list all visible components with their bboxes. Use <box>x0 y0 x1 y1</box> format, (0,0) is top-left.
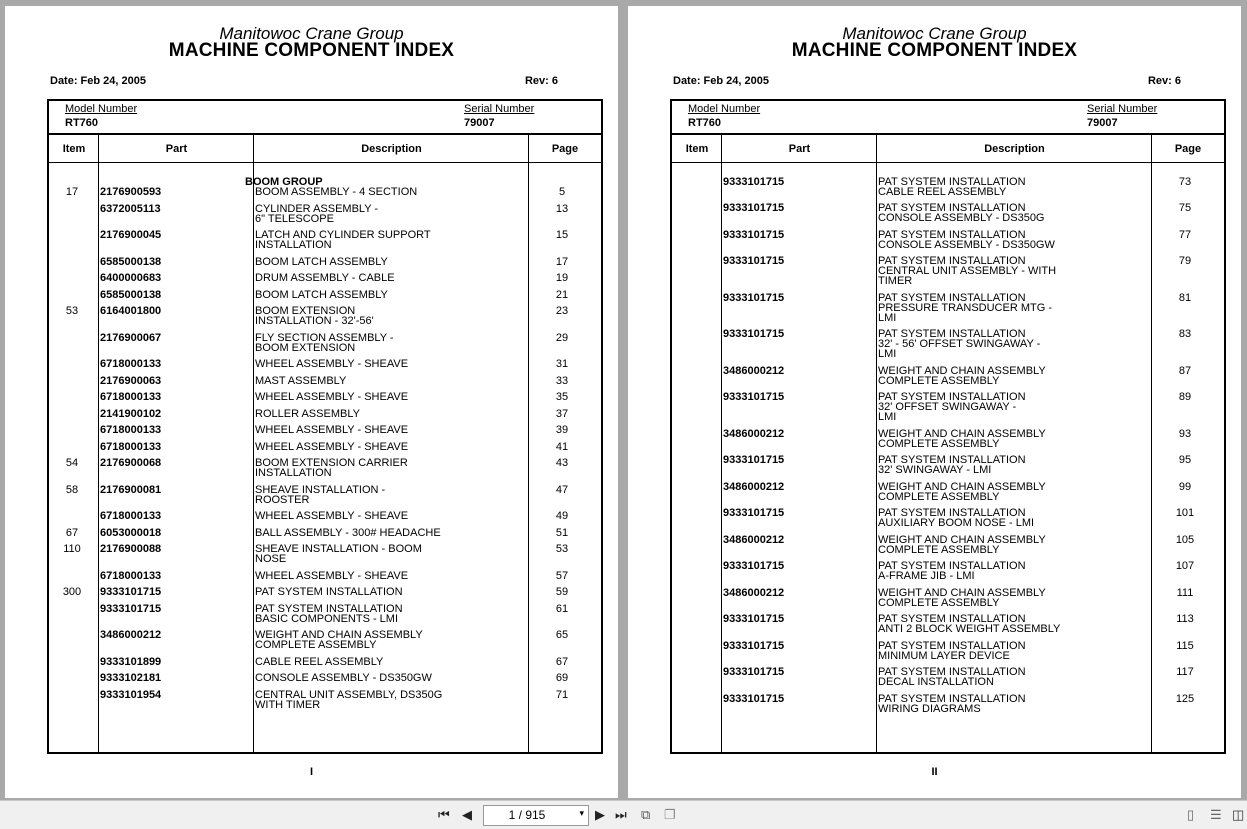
description-line: PAT SYSTEM INSTALLATION <box>878 255 1026 267</box>
page-reference: 23 <box>555 305 569 317</box>
description-line: COMPLETE ASSEMBLY <box>878 597 1000 609</box>
description-line: 32' OFFSET SWINGAWAY - <box>878 401 1017 413</box>
description-line: LMI <box>878 312 897 324</box>
page-reference: 57 <box>555 570 569 582</box>
part-description <box>878 203 1148 223</box>
prev-page-icon[interactable]: ◀ <box>462 807 472 822</box>
page-reference: 93 <box>1178 428 1192 440</box>
description-line: BOOM LATCH ASSEMBLY <box>255 256 388 268</box>
page-reference: 107 <box>1175 560 1195 572</box>
viewer-toolbar <box>0 800 1247 829</box>
description-line: 32' - 56' OFFSET SWINGAWAY - <box>878 338 1041 350</box>
description-line: BOOM EXTENSION CARRIER <box>255 457 408 469</box>
part-description <box>255 409 525 419</box>
part-description <box>878 455 1148 475</box>
description-line: PAT SYSTEM INSTALLATION <box>878 507 1026 519</box>
header-divider <box>49 162 601 163</box>
page-reference: 125 <box>1175 693 1195 705</box>
description-line: WEIGHT AND CHAIN ASSEMBLY <box>878 428 1046 440</box>
part-description <box>255 306 525 326</box>
page-reference: 35 <box>555 391 569 403</box>
part-number: 6585000138 <box>100 256 162 268</box>
first-page-icon[interactable]: ⏮ <box>438 807 450 822</box>
part-description <box>878 256 1148 286</box>
description-line: WEIGHT AND CHAIN ASSEMBLY <box>878 587 1046 599</box>
description-line: BOOM LATCH ASSEMBLY <box>255 289 388 301</box>
description-line: FLY SECTION ASSEMBLY - <box>255 332 394 344</box>
single-page-view-icon[interactable]: ▯ <box>1187 807 1195 822</box>
description-line: CENTRAL UNIT ASSEMBLY, DS350G <box>255 689 443 701</box>
page-reference: 39 <box>555 424 569 436</box>
header-divider <box>672 162 1224 163</box>
page-reference: 29 <box>555 332 569 344</box>
part-number: 6718000133 <box>100 358 162 370</box>
part-number: 6718000133 <box>100 510 162 522</box>
description-line: CONSOLE ASSEMBLY - DS350G <box>878 212 1045 224</box>
description-line: INSTALLATION <box>255 239 332 251</box>
part-number: 9333101715 <box>723 613 785 625</box>
part-description <box>255 257 525 267</box>
part-number: 9333101715 <box>723 560 785 572</box>
model-serial-row <box>49 101 601 135</box>
model-number-label: Model Number <box>688 103 761 115</box>
description-line: PAT SYSTEM INSTALLATION <box>878 176 1026 188</box>
column-divider <box>98 135 99 752</box>
description-line: MINIMUM LAYER DEVICE <box>878 650 1010 662</box>
page-reference: 65 <box>555 629 569 641</box>
part-number: 6718000133 <box>100 391 162 403</box>
part-number: 9333101715 <box>723 292 785 304</box>
description-line: CABLE REEL ASSEMBLY <box>255 656 384 668</box>
page-reference: 69 <box>555 672 569 684</box>
column-divider <box>1151 135 1152 752</box>
description-line: 32' SWINGAWAY - LMI <box>878 464 992 476</box>
description-line: WIRING DIAGRAMS <box>878 703 981 715</box>
description-line: WHEEL ASSEMBLY - SHEAVE <box>255 441 409 453</box>
page-reference: 43 <box>555 457 569 469</box>
description-line: LMI <box>878 411 897 423</box>
part-number: 6718000133 <box>100 570 162 582</box>
part-description <box>255 425 525 435</box>
part-description <box>878 482 1148 502</box>
part-number: 9333101715 <box>100 586 162 598</box>
part-number: 9333102181 <box>100 672 162 684</box>
document-page-2 <box>628 6 1241 798</box>
part-number: 9333101954 <box>100 689 162 701</box>
part-number: 6718000133 <box>100 424 162 436</box>
item-number: 67 <box>65 527 79 539</box>
description-line: SHEAVE INSTALLATION - <box>255 484 386 496</box>
page-reference: 49 <box>555 510 569 522</box>
description-line: NOSE <box>255 553 287 565</box>
description-line: CYLINDER ASSEMBLY - <box>255 203 379 215</box>
description-line: BALL ASSEMBLY - 300# HEADACHE <box>255 527 441 539</box>
description-line: WHEEL ASSEMBLY - SHEAVE <box>255 510 409 522</box>
part-description <box>255 333 525 353</box>
page-footer-number: II <box>931 766 938 778</box>
description-line: PAT SYSTEM INSTALLATION <box>878 640 1026 652</box>
page-reference: 77 <box>1178 229 1192 241</box>
serial-number-label: Serial Number <box>1087 103 1158 115</box>
description-line: PAT SYSTEM INSTALLATION <box>878 202 1026 214</box>
part-number: 9333101715 <box>100 603 162 615</box>
description-line: A-FRAME JIB - LMI <box>878 570 975 582</box>
item-number: 54 <box>65 457 79 469</box>
description-line: PAT SYSTEM INSTALLATION <box>878 454 1026 466</box>
part-number: 3486000212 <box>723 534 785 546</box>
chevron-down-icon: ▾ <box>579 808 584 818</box>
description-line: INSTALLATION <box>255 467 332 479</box>
part-description <box>878 177 1148 197</box>
part-number: 2176900068 <box>100 457 162 469</box>
part-description <box>255 544 525 564</box>
item-number: 110 <box>63 543 81 555</box>
company-name: Manitowoc Crane Group <box>842 24 1027 43</box>
part-description <box>878 588 1148 608</box>
column-header-part: Part <box>165 143 188 155</box>
description-line: SHEAVE INSTALLATION - BOOM <box>255 543 422 555</box>
column-header-description: Description <box>361 143 422 155</box>
model-serial-row <box>672 101 1224 135</box>
description-line: AUXILIARY BOOM NOSE - LMI <box>878 517 1035 529</box>
page-reference: 111 <box>1176 587 1194 599</box>
page-reference: 15 <box>555 229 569 241</box>
part-number: 6585000138 <box>100 289 162 301</box>
part-number: 9333101715 <box>723 176 785 188</box>
document-page-1 <box>5 6 618 798</box>
part-number: 2176900045 <box>100 229 162 241</box>
part-description <box>878 561 1148 581</box>
part-description <box>878 230 1148 250</box>
description-line: INSTALLATION - 32'-56' <box>255 315 374 327</box>
revision-label: Rev: 6 <box>1147 75 1181 87</box>
part-number: 9333101715 <box>723 328 785 340</box>
description-line: CONSOLE ASSEMBLY - DS350GW <box>255 672 432 684</box>
part-number: 3486000212 <box>723 365 785 377</box>
page-reference: 61 <box>555 603 569 615</box>
part-description <box>255 442 525 452</box>
part-description <box>255 511 525 521</box>
description-line: LATCH AND CYLINDER SUPPORT <box>255 229 431 241</box>
part-description <box>255 528 525 538</box>
part-description <box>878 366 1148 386</box>
part-number: 9333101715 <box>723 229 785 241</box>
serial-number-value: 79007 <box>464 117 495 129</box>
column-divider <box>721 135 722 752</box>
item-number: 300 <box>62 586 82 598</box>
description-line: PAT SYSTEM INSTALLATION <box>878 229 1026 241</box>
column-header-part: Part <box>788 143 811 155</box>
page-reference: 79 <box>1178 255 1192 267</box>
description-line: COMPLETE ASSEMBLY <box>878 491 1000 503</box>
item-number: 53 <box>65 305 79 317</box>
description-line: 6" TELESCOPE <box>255 213 334 225</box>
description-line: CABLE REEL ASSEMBLY <box>878 186 1007 198</box>
part-description <box>255 604 525 624</box>
description-line: COMPLETE ASSEMBLY <box>878 438 1000 450</box>
column-divider <box>876 135 877 752</box>
page-reference: 83 <box>1178 328 1192 340</box>
column-header-page: Page <box>551 143 579 155</box>
description-line: WEIGHT AND CHAIN ASSEMBLY <box>878 365 1046 377</box>
part-number: 3486000212 <box>723 428 785 440</box>
part-number: 2176900088 <box>100 543 162 555</box>
part-number: 6718000133 <box>100 441 162 453</box>
part-description <box>255 587 525 597</box>
page-reference: 37 <box>555 408 569 420</box>
part-number: 6400000683 <box>100 272 162 284</box>
description-line: DECAL INSTALLATION <box>878 676 994 688</box>
part-number: 3486000212 <box>723 481 785 493</box>
description-line: ANTI 2 BLOCK WEIGHT ASSEMBLY <box>878 623 1061 635</box>
part-description <box>255 485 525 505</box>
revision-label: Rev: 6 <box>524 75 558 87</box>
part-number: 9333101715 <box>723 666 785 678</box>
page-reference: 59 <box>555 586 569 598</box>
part-number: 9333101715 <box>723 640 785 652</box>
last-page-icon[interactable]: ⏭ <box>615 807 627 822</box>
description-line: WHEEL ASSEMBLY - SHEAVE <box>255 358 409 370</box>
page-reference: 51 <box>555 527 569 539</box>
page-reference: 81 <box>1178 292 1192 304</box>
part-number: 2176900593 <box>100 186 162 198</box>
page-title: MACHINE COMPONENT INDEX <box>791 40 1078 61</box>
page-reference: 73 <box>1178 176 1192 188</box>
column-header-page: Page <box>1174 143 1202 155</box>
page-title: MACHINE COMPONENT INDEX <box>168 40 455 61</box>
description-line: PAT SYSTEM INSTALLATION <box>878 666 1026 678</box>
part-description <box>255 571 525 581</box>
page-reference: 13 <box>555 203 569 215</box>
description-line: TIMER <box>878 275 913 287</box>
description-line: COMPLETE ASSEMBLY <box>878 544 1000 556</box>
page-reference: 19 <box>555 272 569 284</box>
page-reference: 113 <box>1176 613 1194 625</box>
description-line: WEIGHT AND CHAIN ASSEMBLY <box>255 629 423 641</box>
description-line: PAT SYSTEM INSTALLATION <box>878 292 1026 304</box>
part-number: 9333101899 <box>100 656 162 668</box>
fit-width-icon[interactable]: ❐ <box>664 807 676 822</box>
part-description <box>255 657 525 667</box>
description-line: PAT SYSTEM INSTALLATION <box>255 603 403 615</box>
model-number-value: RT760 <box>688 117 722 129</box>
description-line: LMI <box>878 348 897 360</box>
continuous-view-icon[interactable]: ☰ <box>1210 807 1222 822</box>
page-reference: 41 <box>555 441 569 453</box>
description-line: WHEEL ASSEMBLY - SHEAVE <box>255 424 409 436</box>
part-description <box>255 187 525 197</box>
page-number-select[interactable] <box>483 805 589 826</box>
part-description <box>255 359 525 369</box>
description-line: ROOSTER <box>255 494 310 506</box>
page-footer-number: I <box>309 766 314 778</box>
page-reference: 33 <box>555 375 569 387</box>
description-line: MAST ASSEMBLY <box>255 375 347 387</box>
part-description <box>878 614 1148 634</box>
page-indicator: 1 / 915 <box>508 808 546 822</box>
part-number: 6053000018 <box>100 527 162 539</box>
description-line: WEIGHT AND CHAIN ASSEMBLY <box>878 534 1046 546</box>
part-description <box>878 694 1148 714</box>
part-number: 6164001800 <box>100 305 162 317</box>
description-line: WEIGHT AND CHAIN ASSEMBLY <box>878 481 1046 493</box>
page-reference: 95 <box>1178 454 1192 466</box>
part-description <box>878 508 1148 528</box>
page-reference: 5 <box>558 186 566 198</box>
part-description <box>878 392 1148 422</box>
description-line: CONSOLE ASSEMBLY - DS350GW <box>878 239 1055 251</box>
page-reference: 47 <box>555 484 569 496</box>
page-reference: 75 <box>1178 202 1192 214</box>
date-label: Date: Feb 24, 2005 <box>50 75 146 87</box>
part-description <box>255 290 525 300</box>
page-reference: 87 <box>1178 365 1192 377</box>
description-line: COMPLETE ASSEMBLY <box>255 639 377 651</box>
description-line: BOOM ASSEMBLY - 4 SECTION <box>255 186 418 198</box>
description-line: COMPLETE ASSEMBLY <box>878 375 1000 387</box>
item-number: 17 <box>65 186 79 198</box>
part-number: 9333101715 <box>723 391 785 403</box>
next-page-icon[interactable]: ▶ <box>595 807 605 822</box>
description-line: ROLLER ASSEMBLY <box>255 408 360 420</box>
page-reference: 105 <box>1175 534 1195 546</box>
description-line: PAT SYSTEM INSTALLATION <box>878 560 1026 572</box>
part-number: 2176900067 <box>100 332 162 344</box>
description-line: BOOM EXTENSION <box>255 342 356 354</box>
description-line: PAT SYSTEM INSTALLATION <box>878 693 1026 705</box>
description-line: PRESSURE TRANSDUCER MTG - <box>878 302 1052 314</box>
serial-number-label: Serial Number <box>464 103 535 115</box>
column-header-description: Description <box>984 143 1045 155</box>
fit-page-icon[interactable]: ⧉ <box>641 807 651 822</box>
part-number: 9333101715 <box>723 454 785 466</box>
part-number: 3486000212 <box>723 587 785 599</box>
description-line: CENTRAL UNIT ASSEMBLY - WITH <box>878 265 1057 277</box>
part-description <box>878 293 1148 323</box>
page-reference: 21 <box>555 289 569 301</box>
part-description <box>255 458 525 478</box>
description-line: PAT SYSTEM INSTALLATION <box>878 613 1026 625</box>
part-number: 6372005113 <box>100 203 161 215</box>
part-number: 9333101715 <box>723 202 785 214</box>
part-description <box>255 204 525 224</box>
page-reference: 67 <box>555 656 569 668</box>
model-number-label: Model Number <box>65 103 138 115</box>
description-line: BOOM EXTENSION <box>255 305 356 317</box>
date-label: Date: Feb 24, 2005 <box>673 75 769 87</box>
serial-number-value: 79007 <box>1087 117 1118 129</box>
part-description <box>255 690 525 710</box>
company-name: Manitowoc Crane Group <box>219 24 404 43</box>
part-description <box>255 630 525 650</box>
description-line: WITH TIMER <box>255 699 321 711</box>
part-description <box>255 376 525 386</box>
part-number: 2141900102 <box>100 408 162 420</box>
page-reference: 115 <box>1176 640 1194 652</box>
page-reference: 89 <box>1178 391 1192 403</box>
description-line: WHEEL ASSEMBLY - SHEAVE <box>255 391 409 403</box>
description-line: PAT SYSTEM INSTALLATION <box>878 328 1026 340</box>
part-description <box>878 329 1148 359</box>
part-number: 9333101715 <box>723 693 785 705</box>
part-description <box>255 392 525 402</box>
description-line: WHEEL ASSEMBLY - SHEAVE <box>255 570 409 582</box>
page-reference: 17 <box>555 256 569 268</box>
page-reference: 101 <box>1175 507 1195 519</box>
page-reference: 31 <box>555 358 569 370</box>
part-description <box>255 230 525 250</box>
item-number: 58 <box>65 484 79 496</box>
part-description <box>878 535 1148 555</box>
group-title: BOOM GROUP <box>245 176 323 188</box>
column-header-item: Item <box>62 143 86 155</box>
part-description <box>878 667 1148 687</box>
part-description <box>255 673 525 683</box>
model-number-value: RT760 <box>65 117 99 129</box>
column-divider <box>253 135 254 752</box>
two-page-view-icon[interactable]: ◫ <box>1232 807 1245 822</box>
part-number: 3486000212 <box>100 629 162 641</box>
description-line: PAT SYSTEM INSTALLATION <box>255 586 403 598</box>
part-number: 2176900081 <box>100 484 162 496</box>
part-number: 9333101715 <box>723 255 785 267</box>
part-number: 9333101715 <box>723 507 785 519</box>
part-description <box>255 273 525 283</box>
part-description <box>878 641 1148 661</box>
part-number: 2176900063 <box>100 375 162 387</box>
page-reference: 117 <box>1176 666 1194 678</box>
page-reference: 99 <box>1178 481 1192 493</box>
description-line: BASIC COMPONENTS - LMI <box>255 613 399 625</box>
page-reference: 53 <box>555 543 569 555</box>
part-description <box>878 429 1148 449</box>
page-reference: 71 <box>555 689 569 701</box>
description-line: PAT SYSTEM INSTALLATION <box>878 391 1026 403</box>
column-header-item: Item <box>685 143 709 155</box>
description-line: DRUM ASSEMBLY - CABLE <box>255 272 395 284</box>
